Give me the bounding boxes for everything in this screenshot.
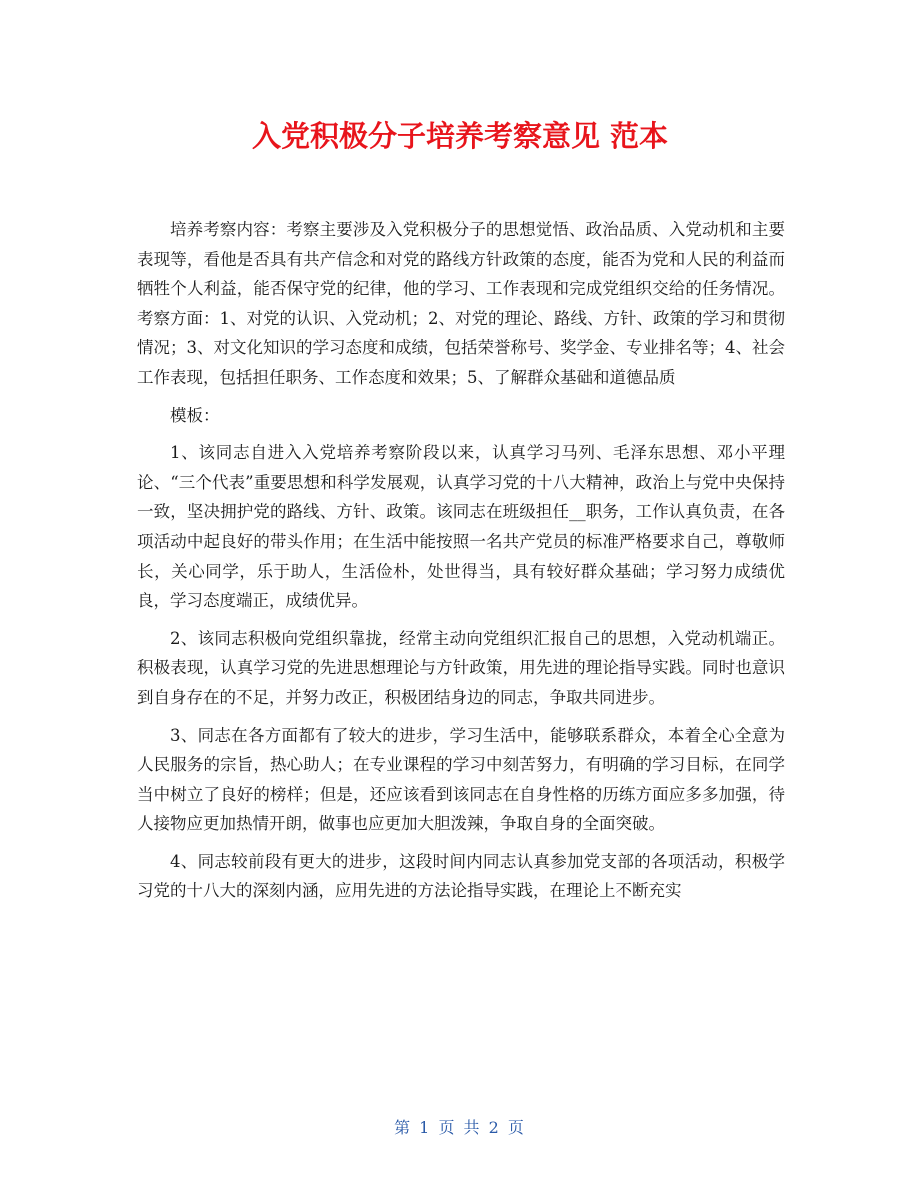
paragraph-template-3: 3、同志在各方面都有了较大的进步，学习生活中，能够联系群众，本着全心全意为人民服务的宗旨，热心助人；在专业课程的学习中刻苦努力，有明确的学习目标，在同学当中树立了良好的榜样；但是，还应该看到该同志在自身性格的历练方面应多多加强，待人接物应更加热情开朗，做事也应更加大胆泼辣，争取自身的全面突破。 [137, 725, 785, 834]
paragraph-template-4: 4、同志较前段有更大的进步，这段时间内同志认真参加党支部的各项活动，积极学习党的十八大的深刻内涵，应用先进的方法论指导实践，在理论上不断充实 [137, 851, 785, 901]
paragraph-template-2: 2、该同志积极向党组织靠拢，经常主动向党组织汇报自己的思想，入党动机端正。积极表现，认真学习党的先进思想理论与方针政策，用先进的理论指导实践。同时也意识到自身存在的不足，并努力改正，积极团结身边的同志，争取共同进步。 [137, 628, 785, 707]
paragraph-template-label: 模板： [170, 405, 220, 425]
page-number-footer: 第 1 页 共 2 页 [394, 1118, 526, 1137]
paragraph-assessment-content: 培养考察内容：考察主要涉及入党积极分子的思想觉悟、政治品质、入党动机和主要表现等，看他是否具有共产信念和对党的路线方针政策的态度，能否为党和人民的利益而牺牲个人利益，能否保守党的纪律，他的学习、工作表现和完成党组织交给的任务情况。考察方面：1、对党的认识、入党动机；2、对党的理论、路线、方针、政策的学习和贯彻情况；3、对文化知识的学习态度和成绩，包括荣誉称号、奖学金、专业排名等；4、社会工作表现，包括担任职务、工作态度和效果；5、了解群众基础和道德品质 [137, 220, 785, 387]
document-body [137, 215, 785, 914]
document-title: 入党积极分子培养考察意见 范本 [251, 119, 669, 153]
paragraph-template-1: 1、该同志自进入入党培养考察阶段以来，认真学习马列、毛泽东思想、邓小平理论、“三个代表”重要思想和科学发展观，认真学习党的十八大精神，政治上与党中央保持一致，坚决拥护党的路线、方针、政策。该同志在班级担任__职务，工作认真负责，在各项活动中起良好的带头作用；在生活中能按照一名共产党员的标准严格要求自己，尊敬师长，关心同学，乐于助人，生活俭朴，处世得当，具有较好群众基础；学习努力成绩优良，学习态度端正，成绩优异。 [137, 443, 785, 611]
